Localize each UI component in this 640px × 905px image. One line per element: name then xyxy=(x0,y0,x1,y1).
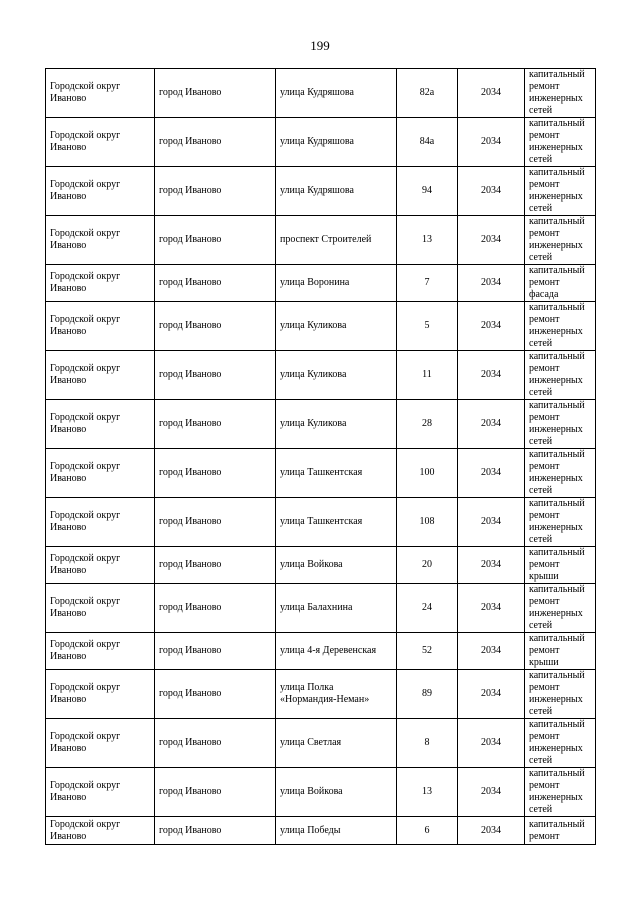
street-cell: улица Ташкентская xyxy=(276,449,397,498)
work-type-cell: капитальный ремонт крыши xyxy=(525,547,596,584)
work-type-cell: капитальный ремонт инженерных сетей xyxy=(525,351,596,400)
work-type-cell: капитальный ремонт инженерных сетей xyxy=(525,118,596,167)
table-row xyxy=(46,449,596,498)
table-row xyxy=(46,498,596,547)
year-cell: 2034 xyxy=(458,449,525,498)
street-cell: улица Куликова xyxy=(276,351,397,400)
year-cell: 2034 xyxy=(458,167,525,216)
district-cell: Городской округ Иваново xyxy=(46,547,155,584)
year-cell: 2034 xyxy=(458,498,525,547)
district-cell: Городской округ Иваново xyxy=(46,670,155,719)
house-cell: 5 xyxy=(397,302,458,351)
year-cell: 2034 xyxy=(458,817,525,845)
street-cell: улица Победы xyxy=(276,817,397,845)
street-cell: улица 4-я Деревенская xyxy=(276,633,397,670)
work-type-cell: капитальный ремонт инженерных сетей xyxy=(525,719,596,768)
table-row xyxy=(46,351,596,400)
district-cell: Городской округ Иваново xyxy=(46,768,155,817)
work-type-cell: капитальный ремонт xyxy=(525,817,596,845)
table-row xyxy=(46,302,596,351)
street-cell: улица Ташкентская xyxy=(276,498,397,547)
district-cell: Городской округ Иваново xyxy=(46,302,155,351)
city-cell: город Иваново xyxy=(155,449,276,498)
house-cell: 108 xyxy=(397,498,458,547)
work-type-cell: капитальный ремонт инженерных сетей xyxy=(525,768,596,817)
city-cell: город Иваново xyxy=(155,768,276,817)
district-cell: Городской округ Иваново xyxy=(46,216,155,265)
table-row xyxy=(46,817,596,845)
table-row xyxy=(46,584,596,633)
table-row xyxy=(46,167,596,216)
city-cell: город Иваново xyxy=(155,719,276,768)
house-cell: 13 xyxy=(397,768,458,817)
street-cell: улица Кудряшова xyxy=(276,69,397,118)
house-cell: 24 xyxy=(397,584,458,633)
table-row xyxy=(46,633,596,670)
table-row xyxy=(46,216,596,265)
year-cell: 2034 xyxy=(458,633,525,670)
district-cell: Городской округ Иваново xyxy=(46,351,155,400)
district-cell: Городской округ Иваново xyxy=(46,265,155,302)
table-row xyxy=(46,265,596,302)
district-cell: Городской округ Иваново xyxy=(46,400,155,449)
work-type-cell: капитальный ремонт инженерных сетей xyxy=(525,670,596,719)
year-cell: 2034 xyxy=(458,351,525,400)
work-type-cell: капитальный ремонт инженерных сетей xyxy=(525,302,596,351)
city-cell: город Иваново xyxy=(155,118,276,167)
district-cell: Городской округ Иваново xyxy=(46,167,155,216)
street-cell: улица Кудряшова xyxy=(276,167,397,216)
work-type-cell: капитальный ремонт фасада xyxy=(525,265,596,302)
city-cell: город Иваново xyxy=(155,817,276,845)
table-row xyxy=(46,118,596,167)
street-cell: проспект Строителей xyxy=(276,216,397,265)
street-cell: улица Куликова xyxy=(276,400,397,449)
city-cell: город Иваново xyxy=(155,498,276,547)
house-cell: 84а xyxy=(397,118,458,167)
street-cell: улица Полка «Нормандия-Неман» xyxy=(276,670,397,719)
district-cell: Городской округ Иваново xyxy=(46,449,155,498)
table-row xyxy=(46,547,596,584)
city-cell: город Иваново xyxy=(155,302,276,351)
table-row xyxy=(46,400,596,449)
city-cell: город Иваново xyxy=(155,584,276,633)
year-cell: 2034 xyxy=(458,69,525,118)
city-cell: город Иваново xyxy=(155,547,276,584)
district-cell: Городской округ Иваново xyxy=(46,118,155,167)
work-type-cell: капитальный ремонт крыши xyxy=(525,633,596,670)
table-row xyxy=(46,670,596,719)
house-cell: 89 xyxy=(397,670,458,719)
district-cell: Городской округ Иваново xyxy=(46,498,155,547)
work-type-cell: капитальный ремонт инженерных сетей xyxy=(525,449,596,498)
street-cell: улица Войкова xyxy=(276,768,397,817)
work-type-cell: капитальный ремонт инженерных сетей xyxy=(525,216,596,265)
year-cell: 2034 xyxy=(458,547,525,584)
street-cell: улица Кудряшова xyxy=(276,118,397,167)
city-cell: город Иваново xyxy=(155,400,276,449)
year-cell: 2034 xyxy=(458,302,525,351)
page-number: 199 xyxy=(310,38,330,53)
year-cell: 2034 xyxy=(458,118,525,167)
table-row xyxy=(46,69,596,118)
district-cell: Городской округ Иваново xyxy=(46,817,155,845)
street-cell: улица Войкова xyxy=(276,547,397,584)
house-cell: 94 xyxy=(397,167,458,216)
year-cell: 2034 xyxy=(458,400,525,449)
work-type-cell: капитальный ремонт инженерных сетей xyxy=(525,584,596,633)
city-cell: город Иваново xyxy=(155,670,276,719)
city-cell: город Иваново xyxy=(155,167,276,216)
house-cell: 6 xyxy=(397,817,458,845)
house-cell: 8 xyxy=(397,719,458,768)
house-cell: 52 xyxy=(397,633,458,670)
street-cell: улица Балахнина xyxy=(276,584,397,633)
city-cell: город Иваново xyxy=(155,216,276,265)
year-cell: 2034 xyxy=(458,768,525,817)
repair-schedule-table xyxy=(45,68,596,845)
house-cell: 82а xyxy=(397,69,458,118)
work-type-cell: капитальный ремонт инженерных сетей xyxy=(525,400,596,449)
work-type-cell: капитальный ремонт инженерных сетей xyxy=(525,69,596,118)
table-row xyxy=(46,719,596,768)
year-cell: 2034 xyxy=(458,265,525,302)
house-cell: 7 xyxy=(397,265,458,302)
year-cell: 2034 xyxy=(458,670,525,719)
house-cell: 28 xyxy=(397,400,458,449)
work-type-cell: капитальный ремонт инженерных сетей xyxy=(525,167,596,216)
house-cell: 13 xyxy=(397,216,458,265)
street-cell: улица Куликова xyxy=(276,302,397,351)
year-cell: 2034 xyxy=(458,719,525,768)
street-cell: улица Воронина xyxy=(276,265,397,302)
district-cell: Городской округ Иваново xyxy=(46,719,155,768)
street-cell: улица Светлая xyxy=(276,719,397,768)
district-cell: Городской округ Иваново xyxy=(46,633,155,670)
house-cell: 100 xyxy=(397,449,458,498)
year-cell: 2034 xyxy=(458,584,525,633)
house-cell: 20 xyxy=(397,547,458,584)
city-cell: город Иваново xyxy=(155,69,276,118)
district-cell: Городской округ Иваново xyxy=(46,69,155,118)
city-cell: город Иваново xyxy=(155,633,276,670)
work-type-cell: капитальный ремонт инженерных сетей xyxy=(525,498,596,547)
city-cell: город Иваново xyxy=(155,351,276,400)
year-cell: 2034 xyxy=(458,216,525,265)
table-row xyxy=(46,768,596,817)
district-cell: Городской округ Иваново xyxy=(46,584,155,633)
house-cell: 11 xyxy=(397,351,458,400)
city-cell: город Иваново xyxy=(155,265,276,302)
